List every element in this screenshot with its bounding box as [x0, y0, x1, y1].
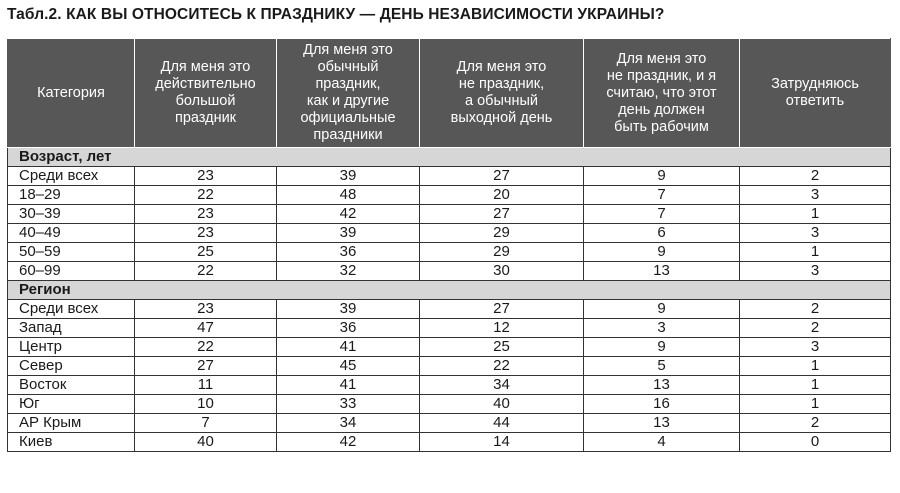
row-label: Киев	[8, 433, 135, 452]
table-cell: 25	[135, 243, 277, 262]
table-cell: 22	[135, 338, 277, 357]
table-cell: 11	[135, 376, 277, 395]
table-cell: 20	[420, 186, 584, 205]
row-label: 50–59	[8, 243, 135, 262]
row-label: Запад	[8, 319, 135, 338]
table-cell: 13	[584, 414, 740, 433]
table-cell: 27	[420, 300, 584, 319]
table-cell: 3	[584, 319, 740, 338]
table-cell: 3	[740, 224, 891, 243]
table-cell: 13	[584, 376, 740, 395]
table-cell: 27	[420, 167, 584, 186]
section-row-region	[8, 281, 891, 300]
row-label: 60–99	[8, 262, 135, 281]
table-row	[8, 243, 891, 262]
table-cell: 42	[277, 205, 420, 224]
table-cell: 45	[277, 357, 420, 376]
table-cell: 9	[584, 167, 740, 186]
table-cell: 1	[740, 357, 891, 376]
table-cell: 29	[420, 224, 584, 243]
table-cell: 39	[277, 167, 420, 186]
header-working-day: Для меня это не праздник, и я считаю, что этот день должен быть рабочим	[584, 39, 740, 148]
table-cell: 2	[740, 167, 891, 186]
table-cell: 47	[135, 319, 277, 338]
table-cell: 22	[135, 186, 277, 205]
table-row	[8, 414, 891, 433]
table-row	[8, 395, 891, 414]
table-cell: 4	[584, 433, 740, 452]
table-row	[8, 224, 891, 243]
table-row	[8, 300, 891, 319]
table-cell: 23	[135, 167, 277, 186]
table-row	[8, 319, 891, 338]
table-cell: 36	[277, 243, 420, 262]
table-cell: 40	[135, 433, 277, 452]
table-cell: 27	[135, 357, 277, 376]
row-label: Среди всех	[8, 167, 135, 186]
table-cell: 5	[584, 357, 740, 376]
table-cell: 23	[135, 224, 277, 243]
table-cell: 34	[277, 414, 420, 433]
table-cell: 9	[584, 338, 740, 357]
row-label: Юг	[8, 395, 135, 414]
table-cell: 22	[135, 262, 277, 281]
header-ordinary-holiday: Для меня это обычный праздник, как и другие официальные праздники	[277, 39, 420, 148]
table-cell: 34	[420, 376, 584, 395]
table-cell: 42	[277, 433, 420, 452]
table-row	[8, 376, 891, 395]
table-row	[8, 338, 891, 357]
survey-table	[7, 38, 891, 452]
row-label: 18–29	[8, 186, 135, 205]
table-cell: 3	[740, 186, 891, 205]
table-cell: 27	[420, 205, 584, 224]
table-row	[8, 262, 891, 281]
table-row	[8, 433, 891, 452]
header-big-holiday: Для меня это действительно большой праздник	[135, 39, 277, 148]
row-label: АР Крым	[8, 414, 135, 433]
table-cell: 9	[584, 243, 740, 262]
table-title: Табл.2. КАК ВЫ ОТНОСИТЕСЬ К ПРАЗДНИКУ — ДЕНЬ НЕЗАВИСИМОСТИ УКРАИНЫ?	[7, 6, 665, 23]
table-cell: 13	[584, 262, 740, 281]
table-cell: 12	[420, 319, 584, 338]
table-cell: 7	[584, 205, 740, 224]
row-label: Север	[8, 357, 135, 376]
table-cell: 3	[740, 338, 891, 357]
section-label: Регион	[8, 281, 891, 300]
table-cell: 23	[135, 300, 277, 319]
row-label: Восток	[8, 376, 135, 395]
table-cell: 9	[584, 300, 740, 319]
header-category: Категория	[8, 39, 135, 148]
table-cell: 40	[420, 395, 584, 414]
table-cell: 7	[135, 414, 277, 433]
row-label: 30–39	[8, 205, 135, 224]
table-cell: 41	[277, 338, 420, 357]
table-cell: 32	[277, 262, 420, 281]
table-cell: 1	[740, 395, 891, 414]
table-cell: 1	[740, 205, 891, 224]
row-label: Среди всех	[8, 300, 135, 319]
table-cell: 44	[420, 414, 584, 433]
table-row	[8, 186, 891, 205]
header-day-off: Для меня это не праздник, а обычный выходной день	[420, 39, 584, 148]
table-cell: 36	[277, 319, 420, 338]
table-cell: 48	[277, 186, 420, 205]
section-row-age	[8, 148, 891, 167]
table-cell: 2	[740, 414, 891, 433]
table-cell: 14	[420, 433, 584, 452]
table-cell: 7	[584, 186, 740, 205]
table-cell: 29	[420, 243, 584, 262]
table-cell: 41	[277, 376, 420, 395]
table-cell: 6	[584, 224, 740, 243]
row-label: Центр	[8, 338, 135, 357]
table-cell: 2	[740, 300, 891, 319]
table-cell: 33	[277, 395, 420, 414]
header-hard-to-say: Затрудняюсь ответить	[740, 39, 891, 148]
table-cell: 16	[584, 395, 740, 414]
table-cell: 3	[740, 262, 891, 281]
row-label: 40–49	[8, 224, 135, 243]
section-label: Возраст, лет	[8, 148, 891, 167]
table-row	[8, 357, 891, 376]
table-cell: 0	[740, 433, 891, 452]
table-cell: 1	[740, 243, 891, 262]
table-cell: 30	[420, 262, 584, 281]
table-row	[8, 205, 891, 224]
table-cell: 39	[277, 224, 420, 243]
table-cell: 1	[740, 376, 891, 395]
table-row	[8, 167, 891, 186]
table-cell: 25	[420, 338, 584, 357]
table-cell: 2	[740, 319, 891, 338]
table-cell: 10	[135, 395, 277, 414]
table-cell: 22	[420, 357, 584, 376]
table-cell: 39	[277, 300, 420, 319]
header-row	[8, 39, 891, 148]
table-cell: 23	[135, 205, 277, 224]
